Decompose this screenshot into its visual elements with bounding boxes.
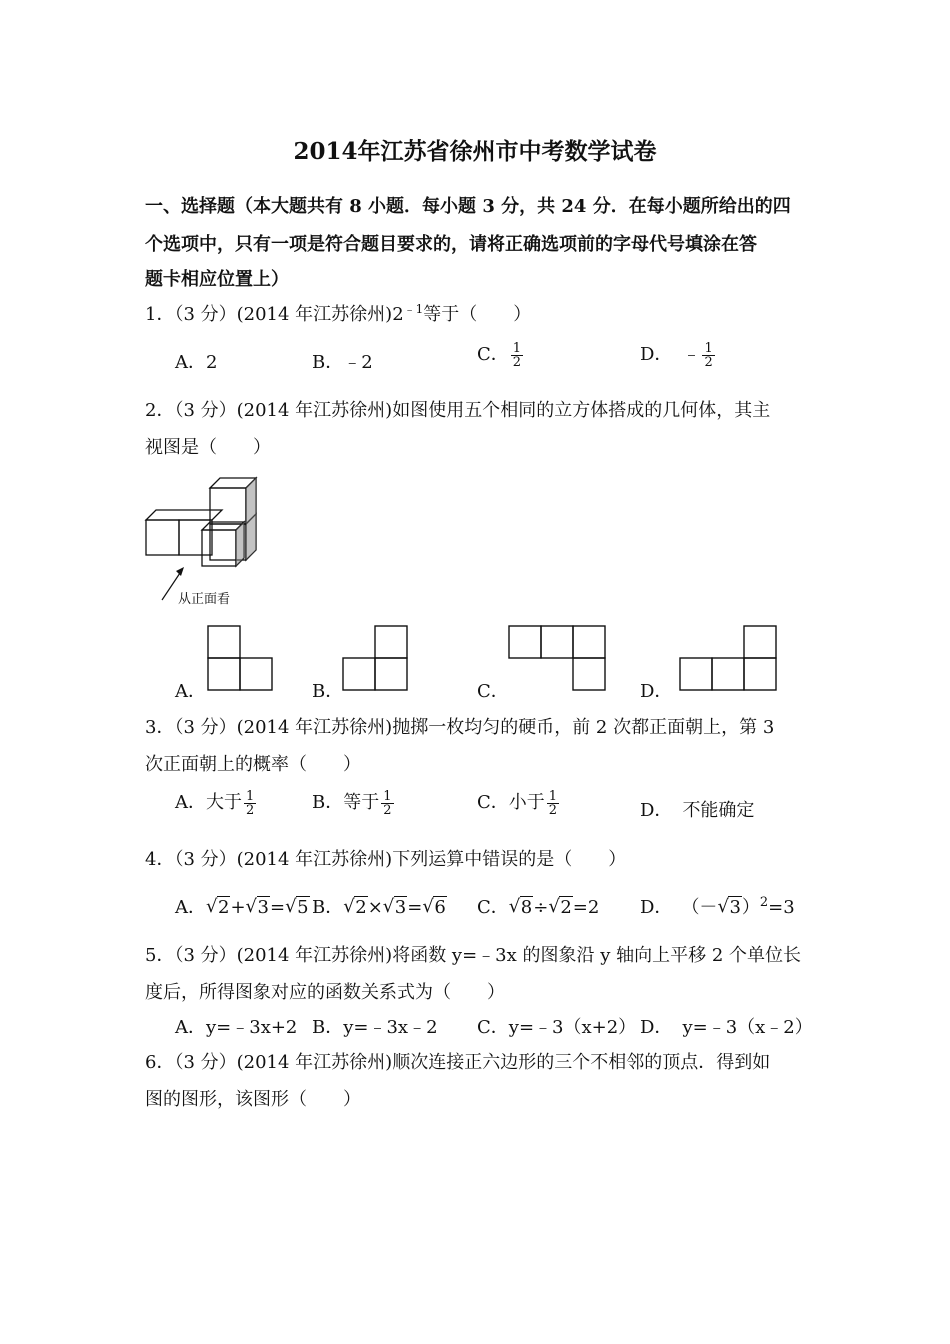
question-2-line1: 2．（3 分）(2014 年江苏徐州)如图使用五个相同的立方体搭成的几何体，其主 [145, 400, 771, 421]
q2-option-a-figure[interactable] [207, 625, 275, 691]
page-title: 2014年江苏省徐州市中考数学试卷 [293, 138, 657, 165]
q3-option-d[interactable]: D． 不能确定 [640, 800, 755, 821]
option-value: 2 [206, 352, 218, 373]
q4-option-a[interactable]: A．√ 2+√ 3=√ 5 [175, 893, 310, 919]
option-label: B． [312, 352, 344, 373]
q3-option-a[interactable]: A．大于 $\frac{1}{2}$ [175, 788, 255, 818]
question-2-line2: 视图是（ ） [145, 437, 271, 458]
section-heading-line2: 个选项中，只有一项是符合题目要求的，请将正确选项前的字母代号填涂在答 [145, 234, 757, 255]
q1-option-b[interactable] [312, 348, 373, 374]
q2-option-c-label[interactable]: C． [477, 681, 509, 702]
option-label: D． [640, 344, 673, 365]
question-1-tail: 等于（ ） [423, 304, 532, 325]
question-6-line1: 6．（3 分）(2014 年江苏徐州)顺次连接正六边形的三个不相邻的顶点．得到如 [145, 1052, 771, 1073]
question-6-line2: 图的图形，该图形（ ） [145, 1089, 361, 1110]
question-3-line2: 次正面朝上的概率（ ） [145, 754, 361, 775]
q4-option-c[interactable]: C．√ 8÷√ 2=2 [477, 893, 599, 919]
q2-option-d-figure[interactable] [679, 625, 779, 691]
q1-option-c[interactable] [477, 340, 523, 369]
figure-caption: 从正面看 [178, 592, 231, 607]
q5-option-c[interactable]: C．y=﹣3（x+2） [477, 1017, 637, 1038]
option-label: C． [477, 344, 509, 365]
q2-option-b-label[interactable]: B． [312, 681, 344, 702]
q1-option-d[interactable] [640, 340, 715, 369]
fraction: $\frac{1}{2}$ [512, 340, 522, 370]
q4-option-d[interactable]: D． （－√ 3）$^2$=3 [640, 893, 795, 919]
q5-option-b[interactable]: B．y=﹣3x﹣2 [312, 1017, 438, 1038]
question-5-line1: 5．（3 分）(2014 年江苏徐州)将函数 y=﹣3x 的图象沿 y 轴向上平移 2 个单位长 [145, 945, 802, 966]
q3-option-b[interactable]: B．等于 $\frac{1}{2}$ [312, 788, 392, 818]
section-heading-line1: 一、选择题（本大题共有 8 小题．每小题 3 分，共 24 分．在每小题所给出的四 [145, 196, 791, 217]
question-1 [145, 300, 531, 326]
question-4: 4．（3 分）(2014 年江苏徐州)下列运算中错误的是（ ） [145, 849, 627, 870]
fraction: $\frac{1}{2}$ [704, 340, 713, 370]
q2-option-d-label[interactable]: D． [640, 681, 673, 702]
section-heading-line3: 题卡相应位置上） [145, 269, 289, 290]
option-prefix: ﹣ [682, 344, 701, 365]
q4-option-b[interactable]: B．√ 2×√ 3=√ 6 [312, 893, 447, 919]
question-5-line2: 度后，所得图象对应的函数关系式为（ ） [145, 982, 505, 1003]
q2-option-c-figure[interactable] [508, 625, 608, 691]
q2-option-a-label[interactable]: A． [175, 681, 206, 702]
option-label: A． [175, 352, 206, 373]
question-3-line1: 3．（3 分）(2014 年江苏徐州)抛掷一枚均匀的硬币，前 2 次都正面朝上，第 3 [145, 717, 775, 738]
question-1-exponent: ﹣1 [403, 302, 424, 316]
q1-option-a[interactable] [175, 348, 217, 374]
q3-option-c[interactable]: C．小于 $\frac{1}{2}$ [477, 788, 558, 818]
q2-option-b-figure[interactable] [342, 625, 410, 691]
option-value: ﹣2 [343, 352, 373, 373]
q5-option-d[interactable]: D． y=﹣3（x﹣2） [640, 1017, 813, 1038]
q5-option-a[interactable]: A．y=﹣3x+2 [175, 1017, 298, 1038]
question-1-text: 1．（3 分）(2014 年江苏徐州)2 [145, 304, 404, 325]
